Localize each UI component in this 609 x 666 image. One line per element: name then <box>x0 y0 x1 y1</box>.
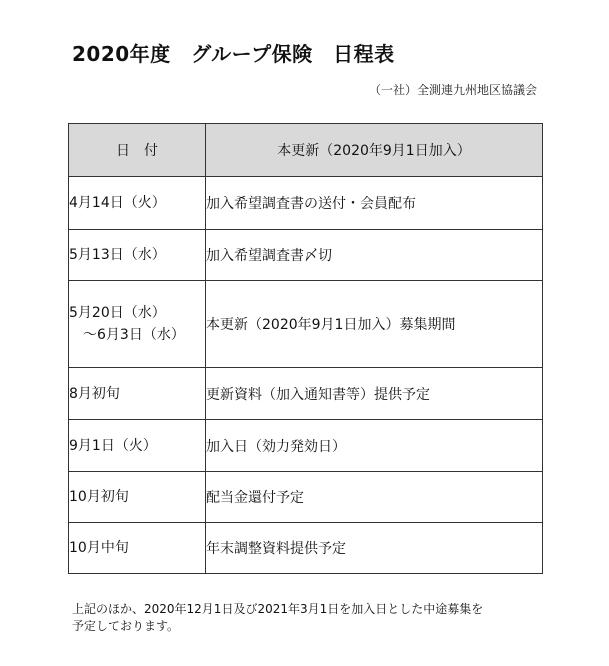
table-row <box>69 472 543 523</box>
table-row <box>69 177 543 230</box>
date-cell: 8月初旬 <box>69 368 206 420</box>
event-cell: 本更新（2020年9月1日加入）募集期間 <box>206 281 543 368</box>
table-row <box>69 281 543 368</box>
table-row <box>69 523 543 574</box>
event-cell: 加入日（効力発効日） <box>206 420 543 472</box>
table-header-row <box>69 124 543 177</box>
date-cell: 5月13日（水） <box>69 230 206 281</box>
date-cell: 5月20日（水） ～6月3日（水） <box>69 281 206 368</box>
table-row <box>69 420 543 472</box>
page-title: 2020年度 グループ保険 日程表 <box>72 42 395 66</box>
organization-name: （一社）全測連九州地区協議会 <box>368 83 537 97</box>
date-cell: 4月14日（火） <box>69 177 206 230</box>
table-row <box>69 368 543 420</box>
header-event: 本更新（2020年9月1日加入） <box>206 124 543 177</box>
event-cell: 加入希望調査書〆切 <box>206 230 543 281</box>
date-cell: 9月1日（火） <box>69 420 206 472</box>
table-row <box>69 230 543 281</box>
event-cell: 加入希望調査書の送付・会員配布 <box>206 177 543 230</box>
footnote: 上記のほか、2020年12月1日及び2021年3月1日を加入日とした中途募集を 予定しております。 <box>72 602 484 633</box>
event-cell: 年末調整資料提供予定 <box>206 523 543 574</box>
date-cell: 10月初旬 <box>69 472 206 523</box>
event-cell: 更新資料（加入通知書等）提供予定 <box>206 368 543 420</box>
schedule-table <box>68 123 543 574</box>
header-date: 日 付 <box>69 124 206 177</box>
date-cell: 10月中旬 <box>69 523 206 574</box>
event-cell: 配当金還付予定 <box>206 472 543 523</box>
